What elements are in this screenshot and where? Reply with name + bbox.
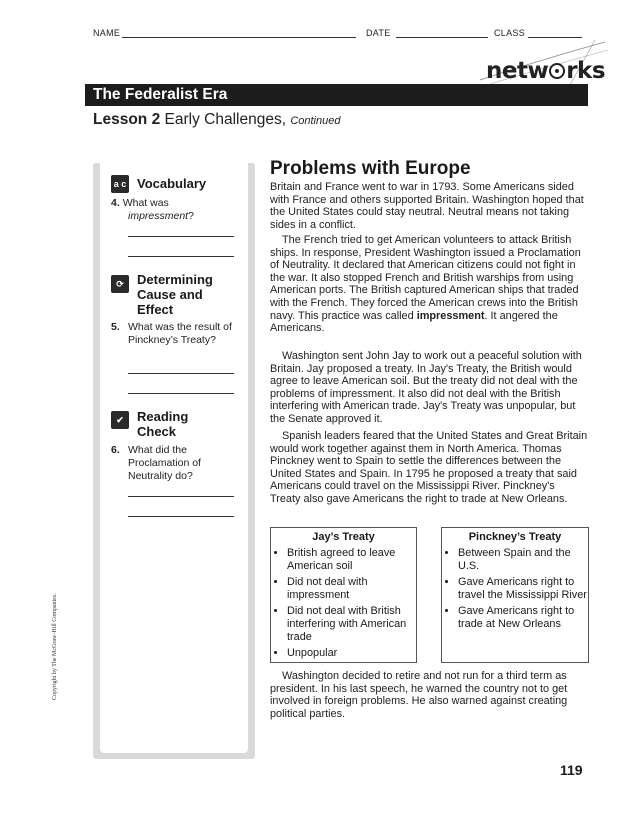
- paragraph-1: Britain and France went to war in 1793. Some Americans sided with France and others supported Britain. Washington hoped that the United States could stay neutral. Neutral means not taking sides in a conflict.: [270, 181, 584, 231]
- q4-answer-line-2[interactable]: [128, 256, 234, 257]
- name-line[interactable]: [122, 37, 356, 38]
- checkmark-icon: ✔: [111, 411, 129, 429]
- pinckney-treaty-box: [441, 527, 589, 663]
- jay-treaty-list: [271, 547, 416, 660]
- chapter-title: The Federalist Era: [93, 86, 228, 103]
- paragraph-4: Spanish leaders feared that the United States and Great Britain would work together against them in North America. Thomas Pinckney went to Spain to settle the differences between the United States and Spain. In 1795 he proposed a treaty that said Americans could travel on the Mississippi River. Pinckney's Treaty also gave Americans the right to trade at New Orleans.: [270, 430, 588, 505]
- vocabulary-heading: Vocabulary: [137, 176, 207, 191]
- pinckney-treaty-title: Pinckney’s Treaty: [468, 531, 562, 543]
- q4-text-c: ?: [188, 210, 194, 222]
- list-item: • Gave Americans right to travel the Mississippi River: [458, 576, 588, 601]
- lesson-number: Lesson 2: [93, 111, 161, 128]
- q5-text: What was the result of Pinckney’s Treaty?: [128, 321, 232, 346]
- lesson-heading: [93, 111, 340, 129]
- q4-text-a: What was: [122, 197, 169, 209]
- cause-effect-icon: ⟳: [111, 275, 129, 293]
- question-4: [111, 197, 239, 223]
- p2-text-a: The French tried to get American volunteers to attack British ships. In response, President Washington issued a Proclamation of Neutrality. It declared that American citizens could not fight in the war. It also stopped French and British warships from using American ports. The British captured American ships that traded with the French. They forced the American crews into the British navy. This practice was called: [270, 234, 581, 322]
- q6-number: 6.: [111, 444, 120, 456]
- q6-answer-line-2[interactable]: [128, 516, 234, 517]
- list-item: • Did not deal with impressment: [287, 576, 416, 601]
- class-label: CLASS: [494, 28, 526, 38]
- q4-answer-line-1[interactable]: [128, 236, 234, 237]
- lesson-continued: Continued: [290, 115, 341, 127]
- list-item: • Unpopular: [287, 647, 416, 660]
- q6-answer-line-1[interactable]: [128, 496, 234, 497]
- networks-logo: [486, 58, 605, 84]
- q5-number: 5.: [111, 321, 120, 333]
- list-item: • Between Spain and the U.S.: [458, 547, 588, 572]
- p2-text-b: . It angered the Americans.: [270, 309, 558, 335]
- chapter-title-bar: [85, 84, 588, 106]
- logo-o-icon: [549, 63, 565, 79]
- copyright-notice: Copyright by The McGraw-Hill Companies.: [52, 593, 58, 700]
- lesson-name: Early Challenges,: [164, 111, 286, 128]
- q5-answer-line-2[interactable]: [128, 393, 234, 394]
- list-item: • Gave Americans right to trade at New Orleans: [458, 605, 588, 630]
- vocabulary-icon: a c: [111, 175, 129, 193]
- q4-number: 4.: [111, 197, 120, 209]
- page-number: 119: [560, 762, 583, 778]
- list-item: • Did not deal with British interfering with American trade: [287, 605, 416, 643]
- section-heading: Problems with Europe: [270, 158, 471, 179]
- p2-term: impressment: [416, 309, 485, 322]
- question-5: [111, 321, 241, 347]
- q4-term: impressment: [128, 210, 189, 222]
- cause-effect-heading: Determining Cause and Effect: [137, 272, 213, 317]
- paragraph-5: Washington decided to retire and not run for a third term as president. In his last speech, he warned the country not to get involved in foreign problems. He also warned against creating political parties.: [270, 670, 568, 720]
- name-label: NAME: [93, 28, 121, 38]
- class-line[interactable]: [528, 37, 582, 38]
- date-line[interactable]: [396, 37, 488, 38]
- question-6: [111, 444, 231, 483]
- pinckney-treaty-list: [442, 547, 588, 631]
- q6-text: What did the Proclamation of Neutrality do?: [128, 444, 201, 482]
- paragraph-2: [270, 234, 588, 335]
- list-item: • British agreed to leave American soil: [287, 547, 416, 572]
- logo-text-a: netw: [486, 58, 549, 84]
- paragraph-3: Washington sent John Jay to work out a peaceful solution with Britain. Jay proposed a treaty. In Jay's Treaty, the British would agree to leave American soil. But the treaty did not deal with the problems of impressment. It also did not deal with the British interfering with American trade. Jay's Treaty was unpopular, but the Senate approved it.: [270, 350, 582, 425]
- logo-text-b: rks: [566, 58, 606, 84]
- jay-treaty-box: [270, 527, 417, 663]
- date-label: DATE: [366, 28, 391, 38]
- q5-answer-line-1[interactable]: [128, 373, 234, 374]
- reading-check-heading: Reading Check: [137, 409, 189, 439]
- jay-treaty-title: Jay’s Treaty: [312, 531, 375, 543]
